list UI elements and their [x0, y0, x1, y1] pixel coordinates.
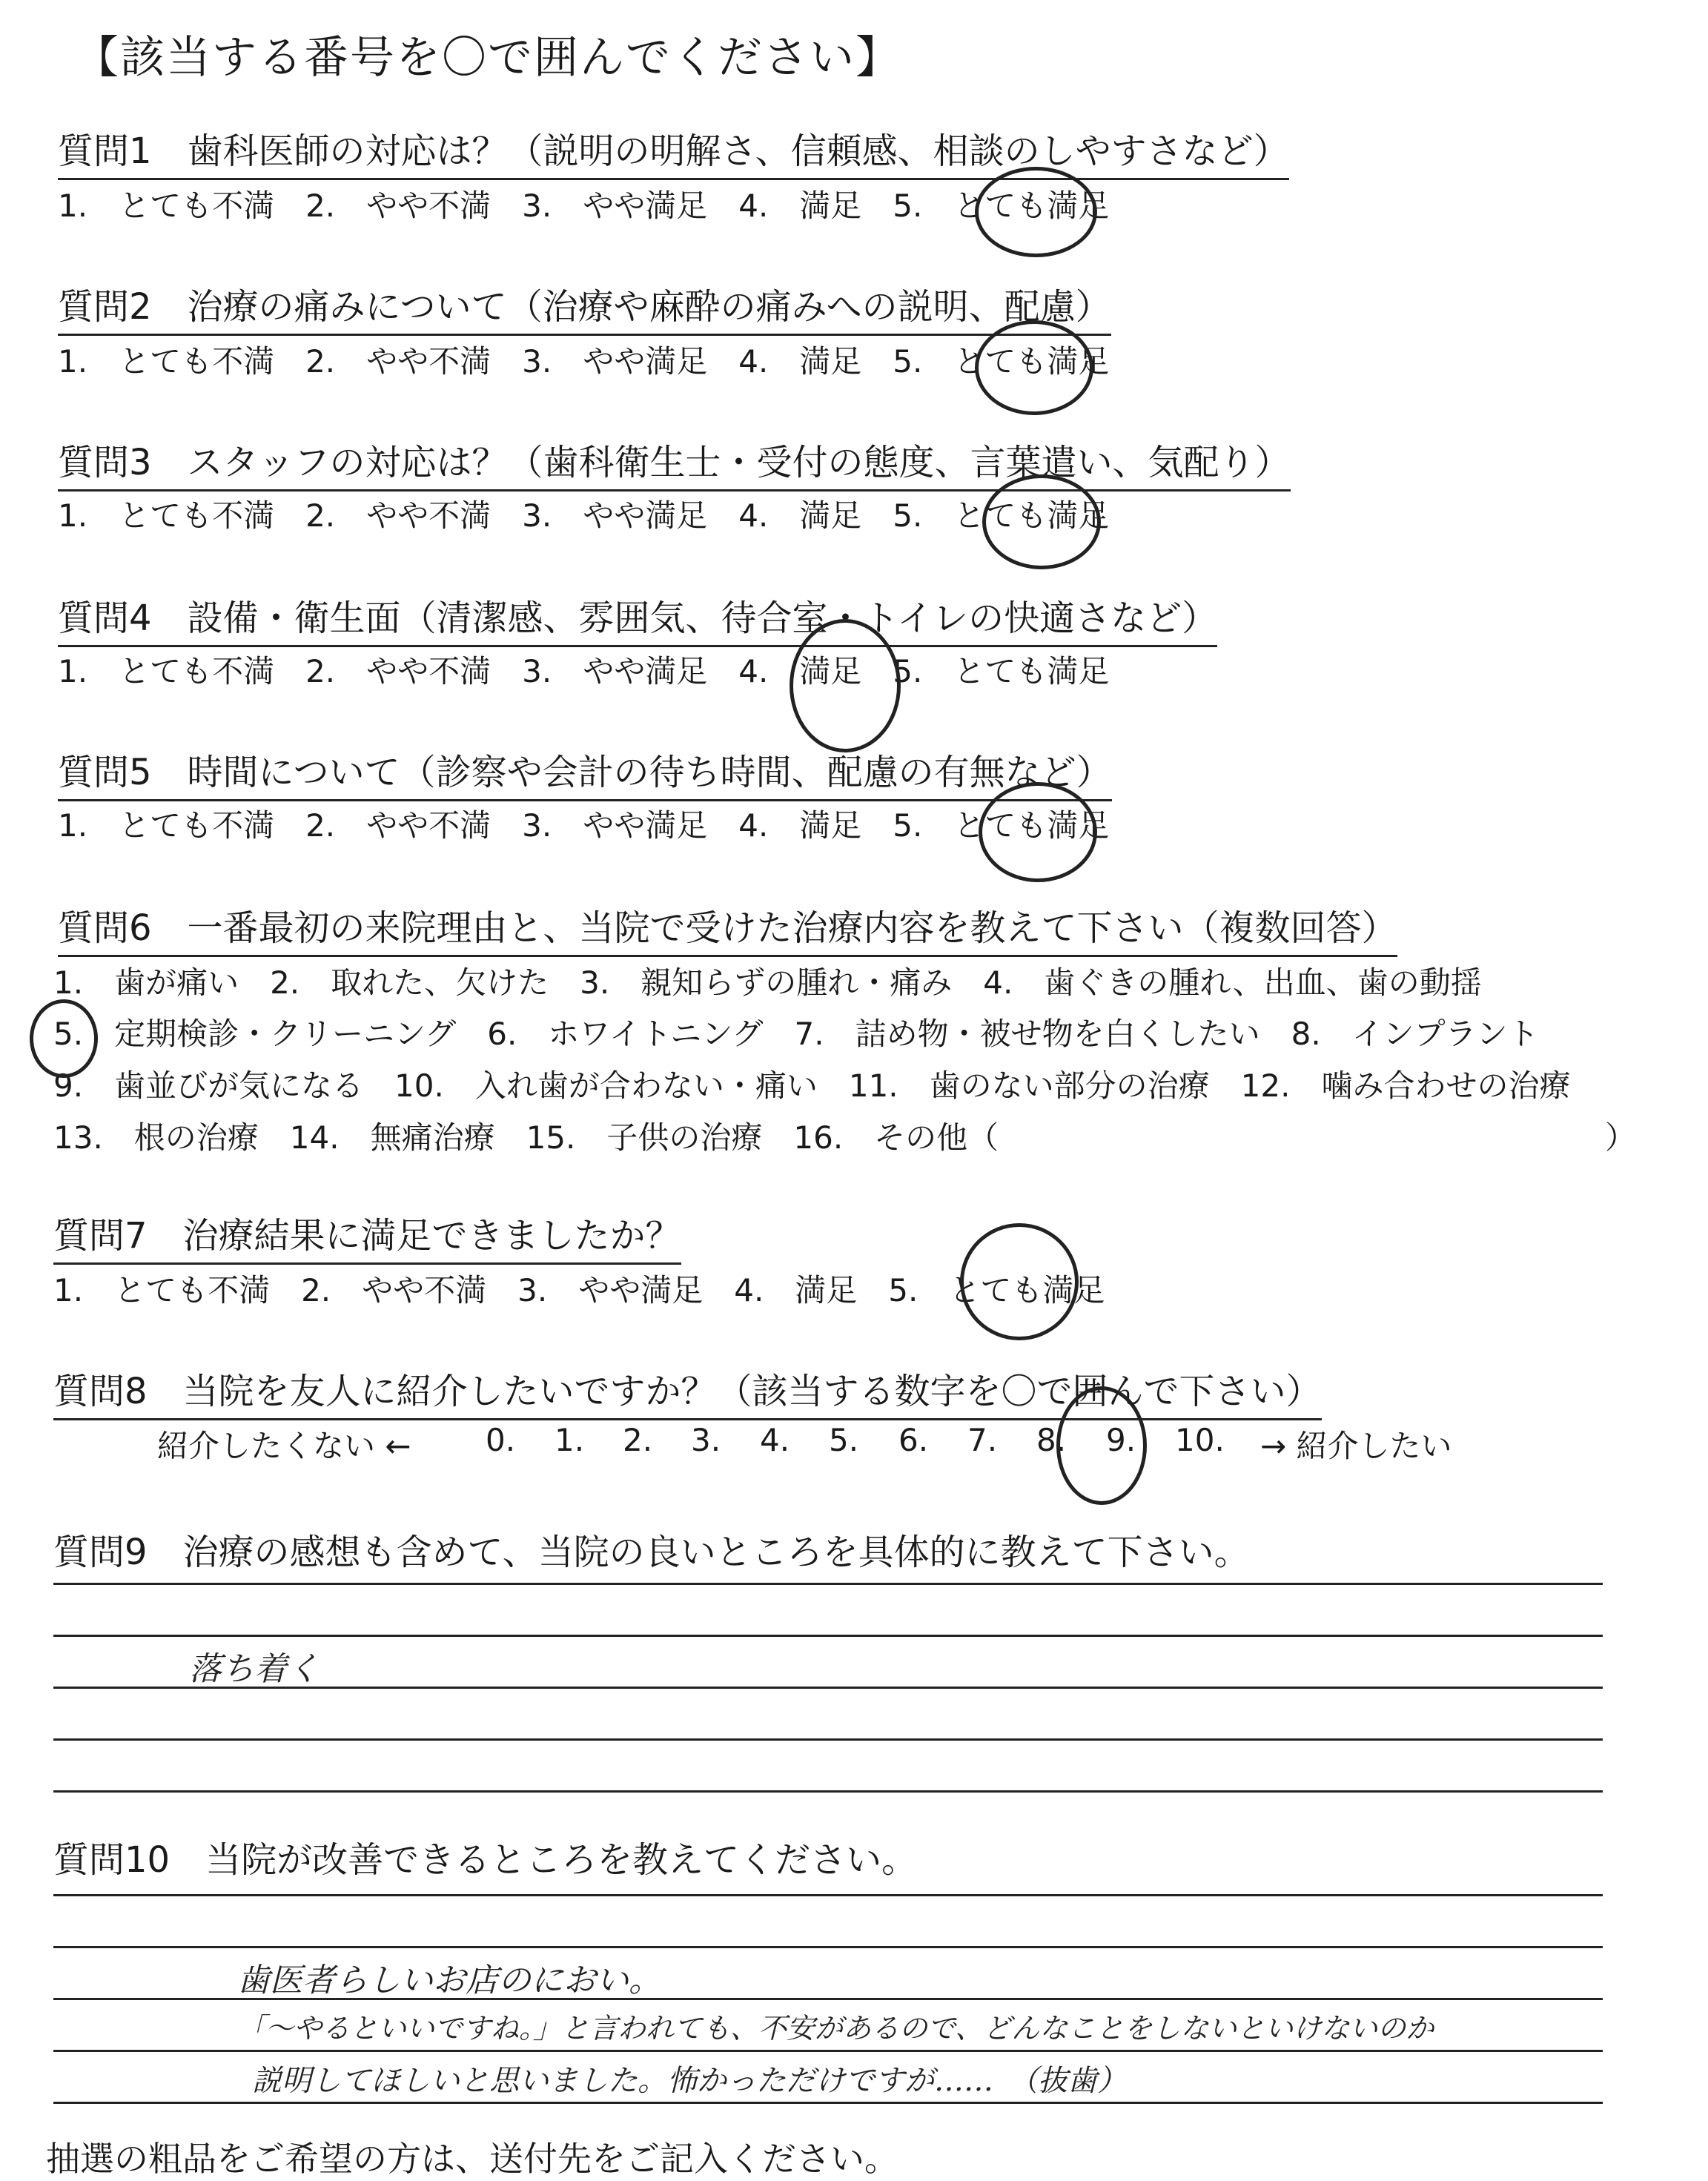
question-9-answer[interactable]: 落ち着く	[189, 1650, 320, 1688]
question-7-answer-circle[interactable]	[960, 1223, 1079, 1340]
question-10-answer-line-3[interactable]: 説明してほしいと思いました。怖かっただけですが…… （抜歯）	[252, 2064, 1127, 2098]
question-1-answer-circle[interactable]	[975, 167, 1097, 257]
question-8-title: 質問8 当院を友人に紹介したいですか？（該当する数字を〇で囲んで下さい）	[53, 1363, 1322, 1420]
scale-number[interactable]: 6.	[898, 1422, 929, 1458]
question-6-line-4: 13. 根の治療 14. 無痛治療 15. 子供の治療 16. その他（	[53, 1119, 999, 1156]
question-5-title: 質問5 時間について（診察や会計の待ち時間、配慮の有無など）	[58, 744, 1112, 801]
scale-number[interactable]: 9.	[1106, 1422, 1136, 1458]
question-3-options: 1. とても不満 2. やや不満 3. やや満足 4. 満足 5. とても満足	[58, 497, 1110, 534]
question-8-scale-right: → 紹介したい	[1260, 1428, 1452, 1464]
question-6-answer-circle[interactable]	[30, 999, 98, 1078]
question-8-answer-circle[interactable]	[1056, 1386, 1147, 1505]
answer-line	[53, 1583, 1603, 1585]
question-4-answer-circle[interactable]	[790, 619, 901, 752]
scale-number[interactable]: 2.	[623, 1422, 653, 1458]
question-4-title: 質問4 設備・衛生面（清潔感、雰囲気、待合室・トイレの快適さなど）	[58, 589, 1217, 647]
question-1-options: 1. とても不満 2. やや不満 3. やや満足 4. 満足 5. とても満足	[58, 188, 1110, 224]
scale-number[interactable]: 0.	[486, 1422, 516, 1458]
answer-line	[53, 2050, 1603, 2052]
question-6-line-2: 5. 定期検診・クリーニング 6. ホワイトニング 7. 詰め物・被せ物を白くしたい 8. インプラント	[53, 1016, 1539, 1052]
question-2-title: 質問2 治療の痛みについて（治療や麻酔の痛みへの説明、配慮）	[58, 278, 1111, 336]
answer-line	[53, 1790, 1603, 1793]
scale-number[interactable]: 4.	[760, 1422, 790, 1458]
scale-number[interactable]: 1.	[555, 1422, 585, 1458]
page-header: 【該当する番号を〇で囲んでください】	[74, 32, 901, 84]
question-7-title: 質問7 治療結果に満足できましたか？	[53, 1207, 681, 1265]
question-2-options: 1. とても不満 2. やや不満 3. やや満足 4. 満足 5. とても満足	[58, 343, 1110, 380]
answer-line	[53, 1894, 1603, 1896]
question-5-answer-circle[interactable]	[979, 782, 1097, 882]
scale-number[interactable]: 7.	[967, 1422, 998, 1458]
scale-number[interactable]: 3.	[691, 1422, 721, 1458]
question-9-title: 質問9 治療の感想も含めて、当院の良いところを具体的に教えて下さい。	[53, 1532, 1250, 1573]
answer-line	[53, 1738, 1603, 1741]
question-6-line-3: 9. 歯並びが気になる 10. 入れ歯が合わない・痛い 11. 歯のない部分の治療 12. 噛み合わせの治療	[53, 1068, 1571, 1104]
question-10-answer-line-2[interactable]: 「～やるといいですね。」と言われても、不安があるので、どんなことをしないといけないのか	[237, 2012, 1434, 2045]
scale-number[interactable]: 8.	[1036, 1422, 1067, 1458]
question-4-options: 1. とても不満 2. やや不満 3. やや満足 4. 満足 5. とても満足	[58, 653, 1110, 689]
question-1-title: 質問1 歯科医師の対応は？（説明の明解さ、信頼感、相談のしやすさなど）	[58, 122, 1289, 180]
question-6-title: 質問6 一番最初の来院理由と、当院で受けた治療内容を教えて下さい（複数回答）	[58, 899, 1397, 957]
scale-number[interactable]: 5.	[829, 1422, 859, 1458]
question-3-title: 質問3 スタッフの対応は？（歯科衛生士・受付の態度、言葉遣い、気配り）	[58, 434, 1291, 492]
question-2-answer-circle[interactable]	[975, 320, 1093, 415]
question-6-line-1: 1. 歯が痛い 2. 取れた、欠けた 3. 親知らずの腫れ・痛み 4. 歯ぐきの腫れ、出血、歯の動揺	[53, 964, 1482, 1001]
footer-note: 抽選の粗品をご希望の方は、送付先をご記入ください。	[46, 2139, 898, 2179]
question-6-other-close: ）	[1605, 1119, 1637, 1156]
question-10-title: 質問10 当院が改善できるところを教えてください。	[53, 1839, 918, 1881]
answer-line	[53, 1635, 1603, 1637]
question-5-options: 1. とても不満 2. やや不満 3. やや満足 4. 満足 5. とても満足	[58, 807, 1110, 844]
answer-line	[53, 2102, 1603, 2104]
question-8-scale-left: 紹介したくない ←	[157, 1428, 411, 1464]
scale-number[interactable]: 10.	[1175, 1422, 1225, 1458]
question-7-options: 1. とても不満 2. やや不満 3. やや満足 4. 満足 5. とても満足	[53, 1272, 1105, 1308]
answer-line	[53, 1946, 1603, 1948]
question-10-answer-line-1[interactable]: 歯医者らしいお店のにおい。	[237, 1962, 661, 1999]
question-3-answer-circle[interactable]	[982, 474, 1101, 569]
